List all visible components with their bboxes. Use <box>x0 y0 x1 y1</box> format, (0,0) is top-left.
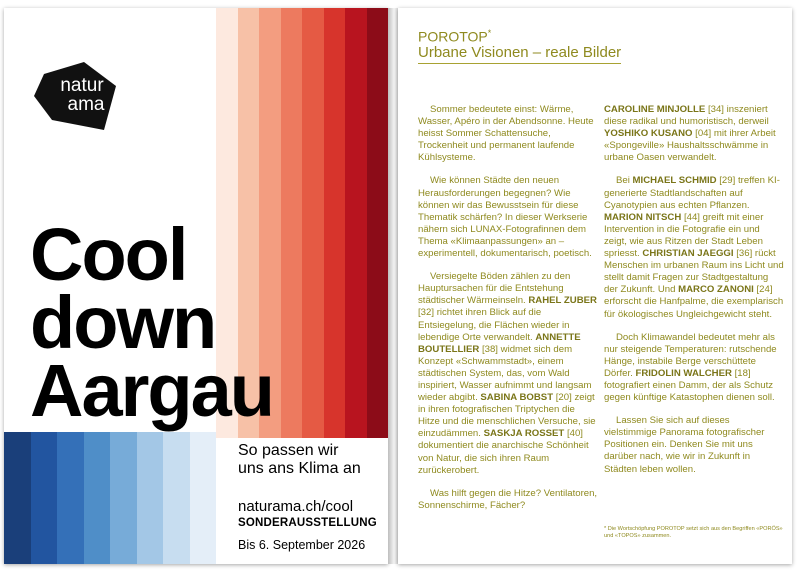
artist-age: [34] <box>707 104 724 115</box>
text-run: mit ihrer Arbeit «Spongeville» Haushaltsschwämme in urbane Oasen verwandelt. <box>604 128 776 164</box>
artist-age: [36] <box>736 248 753 260</box>
paragraph: Sommer bedeutete einst: Wärme, Wasser, Apéro in der Abendsonne. Heute heisst Sommer Schattensuche, Trockenheit und permanent laufende Kühlsysteme. <box>418 104 594 164</box>
artist-name: MICHAEL SCHMID <box>632 175 717 187</box>
exhibition-label: SONDERAUSSTELLUNG <box>238 517 377 529</box>
blue-stripe-8 <box>190 432 217 564</box>
artist-name: SABINA BOBST <box>480 392 554 404</box>
paragraph: Lassen Sie sich auf dieses vielstimmige Panorama fotografischer Positionen ein. Denken Sie mit uns darüber nach, wie wir in Zukunft in Städten leben wollen. <box>604 415 765 475</box>
paragraph: Wie können Städte den neuen Herausforderungen begegnen? Wie können wir das Bewusstsein für diese Thematik schärfen? In dieser Werkserie nähern sich LUNAX-Fotografinnen dem Thema «Klimaanpassungen» an – experimentell, dokumentarisch, poetisch. <box>418 175 592 260</box>
paragraph <box>604 104 784 164</box>
paragraph <box>418 271 598 477</box>
blue-stripe-7 <box>163 432 190 564</box>
artist-age: [24] <box>756 284 773 296</box>
headline-line-2: down <box>30 281 216 364</box>
logo-line-2: ama <box>67 94 105 115</box>
artist-name: YOSHIKO KUSANO <box>604 128 693 140</box>
artist-name: FRIDOLIN WALCHER <box>635 367 732 379</box>
text-run: widmet sich dem Konzept «Schwammstadt», einem städtischen System, das, vom Wald inspiriert, Wasser aufnimmt und langsam wieder abgibt. <box>418 343 592 404</box>
blue-stripe-5 <box>110 432 137 564</box>
text-run: Versiegelte Böden zählen zu den Hauptursachen für die Entstehung städtischer Wärmeinseln. <box>418 271 571 307</box>
blue-stripe-6 <box>137 432 164 564</box>
headline-line-3: Aargau <box>30 349 273 432</box>
text-run: Bei <box>616 175 630 187</box>
blue-stripe-4 <box>84 432 111 564</box>
artist-name: MARCO ZANONI <box>678 284 754 296</box>
text-run: zeigt in ihren fotografischen Triptychen die Hitze und die menschlichen Versuche, sie einzudämmen. <box>418 392 596 440</box>
text-run: treffen KI-generierte Stadtlandschaften auf Cyanotypien aus echten Pflanzen. <box>604 175 780 211</box>
text-run: erforscht die Hanfpalme, die exemplarisch für ökologisches Ungleichgewicht steht. <box>604 296 784 320</box>
paragraph <box>604 332 784 405</box>
kicker <box>418 28 491 45</box>
artist-age: [40] <box>566 428 583 440</box>
subtitle <box>238 442 361 478</box>
text-run: dokumentiert die anarchische Schönheit von Natur, die sich ihren Raum zurückerobert. <box>418 440 589 476</box>
kicker-text: POROTOP <box>418 28 488 45</box>
article-title: Urbane Visionen – reale Bilder <box>418 44 621 64</box>
left-page <box>4 8 388 564</box>
artist-name: CAROLINE MINJOLLE <box>604 104 706 115</box>
artist-name: SASKJA ROSSET <box>483 428 565 440</box>
artist-name: MARION NITSCH <box>604 211 682 223</box>
text-run: greift mit einer Intervention in die Fotografie ein und zeigt, wie aus Ritzen der Stadt Leben spriesst. <box>604 211 764 260</box>
headline-line-1: Cool <box>30 213 187 296</box>
red-stripe-5 <box>302 8 324 438</box>
warming-stripes-blue <box>4 432 216 564</box>
right-page <box>398 8 792 564</box>
artist-age: [44] <box>683 211 700 223</box>
red-stripe-6 <box>324 8 346 438</box>
red-stripe-8 <box>367 8 389 438</box>
kicker-mark: * <box>487 28 492 38</box>
paragraph <box>604 175 784 320</box>
artist-name: ANNETTE BOUTELLIER <box>418 331 581 355</box>
blue-stripe-2 <box>31 432 58 564</box>
artist-name: RAHEL ZUBER <box>528 295 597 307</box>
artist-age: [32] <box>418 307 435 319</box>
page-gutter <box>388 8 398 564</box>
text-run: rückt Menschen im urbanen Raum ins Licht und stellt damit Fragen zur Stadtgestaltung der Zukunft. Und <box>604 248 784 296</box>
blue-stripe-3 <box>57 432 84 564</box>
logo-line-1: natur <box>60 75 104 96</box>
text-run: richtet ihren Blick auf die Entsiegelung, die Flächen wieder in lebendige Orte verwandelt. <box>418 307 570 343</box>
artist-age: [04] <box>695 128 712 140</box>
paragraph: Was hilft gegen die Hitze? Ventilatoren, Sonnenschirme, Fächer? <box>418 487 598 511</box>
artist-age: [20] <box>555 392 572 404</box>
subtitle-line-1: So passen wir <box>238 442 339 459</box>
footnote: * Die Wortschöpfung POROTOP setzt sich aus den Begriffen «PORÖS» und «TOPOS» zusammen. <box>604 526 783 539</box>
naturama-logo <box>34 60 118 134</box>
artist-age: [38] <box>481 343 498 355</box>
artist-name: CHRISTIAN JAEGGI <box>642 248 734 260</box>
subtitle-line-2: uns ans Klima an <box>238 460 361 477</box>
exhibition-date: Bis 6. September 2026 <box>238 538 366 552</box>
text-run: fotografiert einen Damm, der als Schutz gegen künftige Katastophen dienen soll. <box>604 379 775 404</box>
blue-stripe-1 <box>4 432 31 564</box>
text-column-1 <box>418 104 598 523</box>
website-url: naturama.ch/cool <box>238 498 354 515</box>
red-stripe-7 <box>345 8 367 438</box>
text-run: inszeniert diese radikal und humoristisch, derweil <box>604 104 769 128</box>
artist-age: [18] <box>734 367 751 379</box>
artist-age: [29] <box>719 175 736 187</box>
red-stripe-4 <box>281 8 303 438</box>
text-column-2 <box>604 104 784 487</box>
text-run: Doch Klimawandel bedeutet mehr als nur steigende Temperaturen: rutschende Hänge, instabile Berge verschüttete Dörfer. <box>604 331 777 379</box>
